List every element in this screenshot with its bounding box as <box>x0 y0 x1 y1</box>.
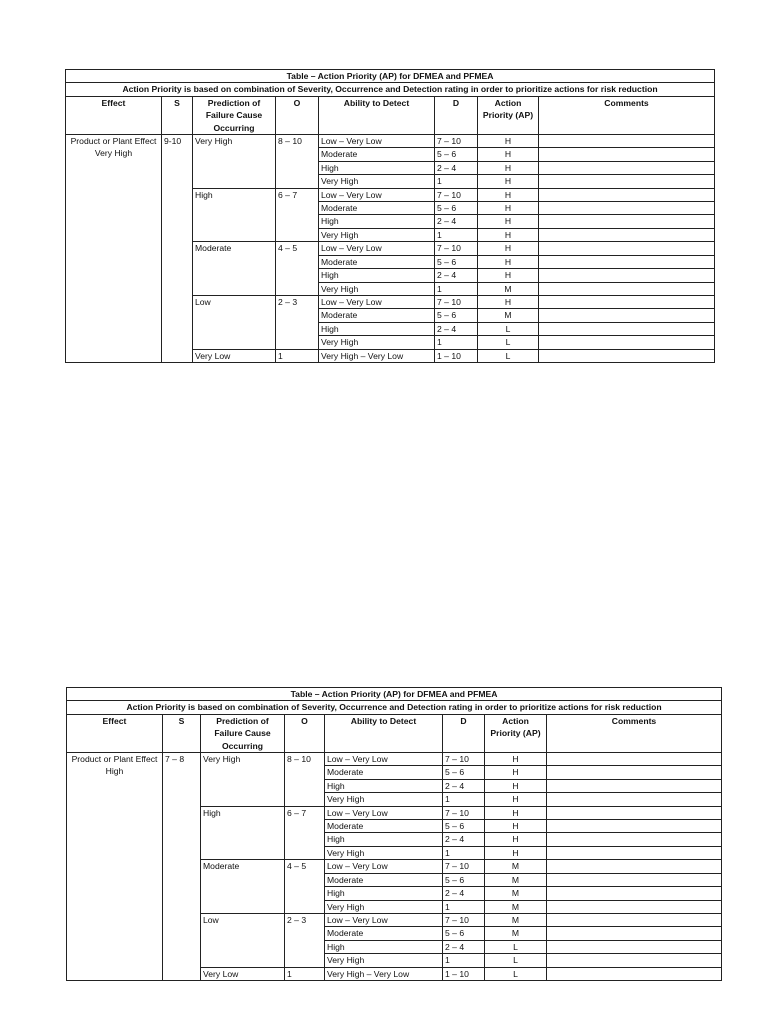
effect-cell: Product or Plant Effect Very High <box>66 135 162 363</box>
column-header: Comments <box>539 96 715 134</box>
detection-rating-cell: 2 – 4 <box>435 322 478 335</box>
comments-cell <box>547 913 722 926</box>
severity-cell: 9-10 <box>162 135 193 363</box>
action-priority-cell: L <box>485 940 547 953</box>
detect-cell: Very High <box>319 228 435 241</box>
detect-cell: Low – Very Low <box>319 242 435 255</box>
detection-rating-cell: 5 – 6 <box>443 927 485 940</box>
occurrence-cell: 1 <box>285 967 325 980</box>
table-title: Table – Action Priority (AP) for DFMEA and PFMEA <box>66 70 715 83</box>
table-header-row <box>67 714 722 752</box>
detection-rating-cell: 7 – 10 <box>435 188 478 201</box>
comments-cell <box>547 887 722 900</box>
detect-cell: High <box>319 269 435 282</box>
detection-rating-cell: 2 – 4 <box>443 779 485 792</box>
detection-rating-cell: 2 – 4 <box>435 161 478 174</box>
detect-cell: Very High <box>319 282 435 295</box>
detect-cell: Low – Very Low <box>319 188 435 201</box>
detect-cell: High <box>325 779 443 792</box>
column-header: D <box>443 714 485 752</box>
action-priority-cell: H <box>478 255 539 268</box>
action-priority-cell: M <box>478 282 539 295</box>
comments-cell <box>539 295 715 308</box>
action-priority-cell: L <box>478 349 539 362</box>
detect-cell: Moderate <box>319 255 435 268</box>
comments-cell <box>547 927 722 940</box>
prediction-cell: Very Low <box>193 349 276 362</box>
detect-cell: Low – Very Low <box>325 806 443 819</box>
detect-cell: Moderate <box>325 873 443 886</box>
table-subtitle-row <box>67 701 722 714</box>
detection-rating-cell: 5 – 6 <box>443 873 485 886</box>
table-subtitle: Action Priority is based on combination of Severity, Occurrence and Detection rating in order to prioritize actions for risk reduction <box>66 83 715 96</box>
column-header: D <box>435 96 478 134</box>
comments-cell <box>547 779 722 792</box>
comments-cell <box>547 820 722 833</box>
comments-cell <box>539 188 715 201</box>
comments-cell <box>539 215 715 228</box>
action-priority-cell: M <box>485 927 547 940</box>
action-priority-cell: L <box>485 954 547 967</box>
comments-cell <box>547 900 722 913</box>
detect-cell: Moderate <box>319 202 435 215</box>
column-header: S <box>163 714 201 752</box>
detection-rating-cell: 5 – 6 <box>435 309 478 322</box>
action-priority-cell: H <box>478 215 539 228</box>
detect-cell: Very High <box>325 793 443 806</box>
detection-rating-cell: 7 – 10 <box>435 242 478 255</box>
detection-rating-cell: 2 – 4 <box>435 269 478 282</box>
detection-rating-cell: 2 – 4 <box>443 833 485 846</box>
table-header-row <box>66 96 715 134</box>
comments-cell <box>539 202 715 215</box>
detection-rating-cell: 5 – 6 <box>443 766 485 779</box>
comments-cell <box>547 967 722 980</box>
table-row <box>66 135 715 148</box>
detect-cell: Moderate <box>319 148 435 161</box>
detection-rating-cell: 2 – 4 <box>443 887 485 900</box>
action-priority-table-very-high <box>65 69 715 363</box>
detection-rating-cell: 5 – 6 <box>435 255 478 268</box>
action-priority-cell: H <box>485 820 547 833</box>
table-title: Table – Action Priority (AP) for DFMEA and PFMEA <box>67 688 722 701</box>
detection-rating-cell: 2 – 4 <box>435 215 478 228</box>
detection-rating-cell: 7 – 10 <box>443 753 485 766</box>
detect-cell: Very High <box>325 900 443 913</box>
detection-rating-cell: 2 – 4 <box>443 940 485 953</box>
detection-rating-cell: 1 <box>435 175 478 188</box>
action-priority-table-high <box>66 687 722 981</box>
detection-rating-cell: 5 – 6 <box>435 202 478 215</box>
comments-cell <box>547 940 722 953</box>
detect-cell: Very High <box>319 336 435 349</box>
action-priority-cell: M <box>485 873 547 886</box>
action-priority-cell: H <box>485 753 547 766</box>
column-header: Effect <box>67 714 163 752</box>
comments-cell <box>547 753 722 766</box>
action-priority-cell: L <box>478 322 539 335</box>
comments-cell <box>539 175 715 188</box>
comments-cell <box>547 766 722 779</box>
detect-cell: High <box>319 161 435 174</box>
detect-cell: High <box>319 322 435 335</box>
prediction-cell: High <box>193 188 276 242</box>
detect-cell: High <box>319 215 435 228</box>
comments-cell <box>539 349 715 362</box>
detection-rating-cell: 1 <box>435 228 478 241</box>
comments-cell <box>547 833 722 846</box>
comments-cell <box>547 793 722 806</box>
detect-cell: Moderate <box>325 766 443 779</box>
action-priority-cell: H <box>485 766 547 779</box>
prediction-cell: Moderate <box>201 860 285 914</box>
action-priority-cell: H <box>478 295 539 308</box>
detection-rating-cell: 1 <box>443 954 485 967</box>
detect-cell: Low – Very Low <box>325 860 443 873</box>
comments-cell <box>539 161 715 174</box>
action-priority-cell: H <box>478 202 539 215</box>
comments-cell <box>547 873 722 886</box>
column-header: Action Priority (AP) <box>478 96 539 134</box>
comments-cell <box>547 806 722 819</box>
action-priority-cell: H <box>478 161 539 174</box>
detection-rating-cell: 5 – 6 <box>435 148 478 161</box>
action-priority-cell: H <box>485 846 547 859</box>
column-header: S <box>162 96 193 134</box>
prediction-cell: Very Low <box>201 967 285 980</box>
comments-cell <box>547 860 722 873</box>
table-title-row <box>67 688 722 701</box>
detection-rating-cell: 1 – 10 <box>435 349 478 362</box>
prediction-cell: Low <box>201 913 285 967</box>
detect-cell: High <box>325 940 443 953</box>
action-priority-cell: M <box>485 860 547 873</box>
occurrence-cell: 6 – 7 <box>276 188 319 242</box>
comments-cell <box>547 846 722 859</box>
action-priority-cell: H <box>478 188 539 201</box>
action-priority-cell: H <box>485 833 547 846</box>
detect-cell: Very High – Very Low <box>319 349 435 362</box>
detect-cell: Low – Very Low <box>325 753 443 766</box>
prediction-cell: High <box>201 806 285 860</box>
prediction-cell: Moderate <box>193 242 276 296</box>
comments-cell <box>539 255 715 268</box>
table-subtitle: Action Priority is based on combination of Severity, Occurrence and Detection rating in order to prioritize actions for risk reduction <box>67 701 722 714</box>
detection-rating-cell: 1 <box>435 336 478 349</box>
prediction-cell: Very High <box>201 753 285 807</box>
detection-rating-cell: 1 <box>435 282 478 295</box>
comments-cell <box>539 148 715 161</box>
comments-cell <box>539 269 715 282</box>
occurrence-cell: 4 – 5 <box>276 242 319 296</box>
column-header: Action Priority (AP) <box>485 714 547 752</box>
comments-cell <box>539 322 715 335</box>
detection-rating-cell: 1 <box>443 846 485 859</box>
column-header: Comments <box>547 714 722 752</box>
occurrence-cell: 2 – 3 <box>285 913 325 967</box>
detect-cell: Low – Very Low <box>319 135 435 148</box>
detection-rating-cell: 1 <box>443 793 485 806</box>
effect-cell: Product or Plant Effect High <box>67 753 163 981</box>
column-header: Ability to Detect <box>325 714 443 752</box>
detection-rating-cell: 7 – 10 <box>443 806 485 819</box>
detect-cell: Moderate <box>319 309 435 322</box>
detect-cell: Moderate <box>325 927 443 940</box>
occurrence-cell: 4 – 5 <box>285 860 325 914</box>
table-subtitle-row <box>66 83 715 96</box>
comments-cell <box>539 242 715 255</box>
severity-cell: 7 – 8 <box>163 753 201 981</box>
action-priority-cell: M <box>485 900 547 913</box>
action-priority-cell: H <box>478 135 539 148</box>
action-priority-cell: M <box>485 887 547 900</box>
action-priority-cell: H <box>478 175 539 188</box>
detection-rating-cell: 7 – 10 <box>435 295 478 308</box>
action-priority-cell: H <box>478 269 539 282</box>
comments-cell <box>539 309 715 322</box>
action-priority-cell: L <box>478 336 539 349</box>
action-priority-cell: H <box>485 779 547 792</box>
column-header: Prediction of Failure Cause Occurring <box>193 96 276 134</box>
comments-cell <box>547 954 722 967</box>
column-header: Prediction of Failure Cause Occurring <box>201 714 285 752</box>
action-priority-cell: L <box>485 967 547 980</box>
action-priority-cell: H <box>485 793 547 806</box>
detect-cell: Very High <box>325 846 443 859</box>
detect-cell: Low – Very Low <box>319 295 435 308</box>
detect-cell: High <box>325 833 443 846</box>
occurrence-cell: 6 – 7 <box>285 806 325 860</box>
detection-rating-cell: 1 <box>443 900 485 913</box>
table-row <box>67 753 722 766</box>
action-priority-cell: H <box>478 228 539 241</box>
column-header: Effect <box>66 96 162 134</box>
detection-rating-cell: 7 – 10 <box>435 135 478 148</box>
action-priority-cell: H <box>478 242 539 255</box>
prediction-cell: Low <box>193 295 276 349</box>
detect-cell: Very High <box>319 175 435 188</box>
occurrence-cell: 1 <box>276 349 319 362</box>
prediction-cell: Very High <box>193 135 276 189</box>
occurrence-cell: 8 – 10 <box>276 135 319 189</box>
table-title-row <box>66 70 715 83</box>
detect-cell: High <box>325 887 443 900</box>
column-header: Ability to Detect <box>319 96 435 134</box>
comments-cell <box>539 228 715 241</box>
comments-cell <box>539 282 715 295</box>
action-priority-cell: M <box>485 913 547 926</box>
detect-cell: Low – Very Low <box>325 913 443 926</box>
detection-rating-cell: 5 – 6 <box>443 820 485 833</box>
detection-rating-cell: 1 – 10 <box>443 967 485 980</box>
column-header: O <box>285 714 325 752</box>
comments-cell <box>539 135 715 148</box>
action-priority-cell: H <box>485 806 547 819</box>
action-priority-cell: H <box>478 148 539 161</box>
occurrence-cell: 8 – 10 <box>285 753 325 807</box>
comments-cell <box>539 336 715 349</box>
detect-cell: Very High – Very Low <box>325 967 443 980</box>
detection-rating-cell: 7 – 10 <box>443 913 485 926</box>
detection-rating-cell: 7 – 10 <box>443 860 485 873</box>
occurrence-cell: 2 – 3 <box>276 295 319 349</box>
detect-cell: Very High <box>325 954 443 967</box>
detect-cell: Moderate <box>325 820 443 833</box>
action-priority-cell: M <box>478 309 539 322</box>
column-header: O <box>276 96 319 134</box>
